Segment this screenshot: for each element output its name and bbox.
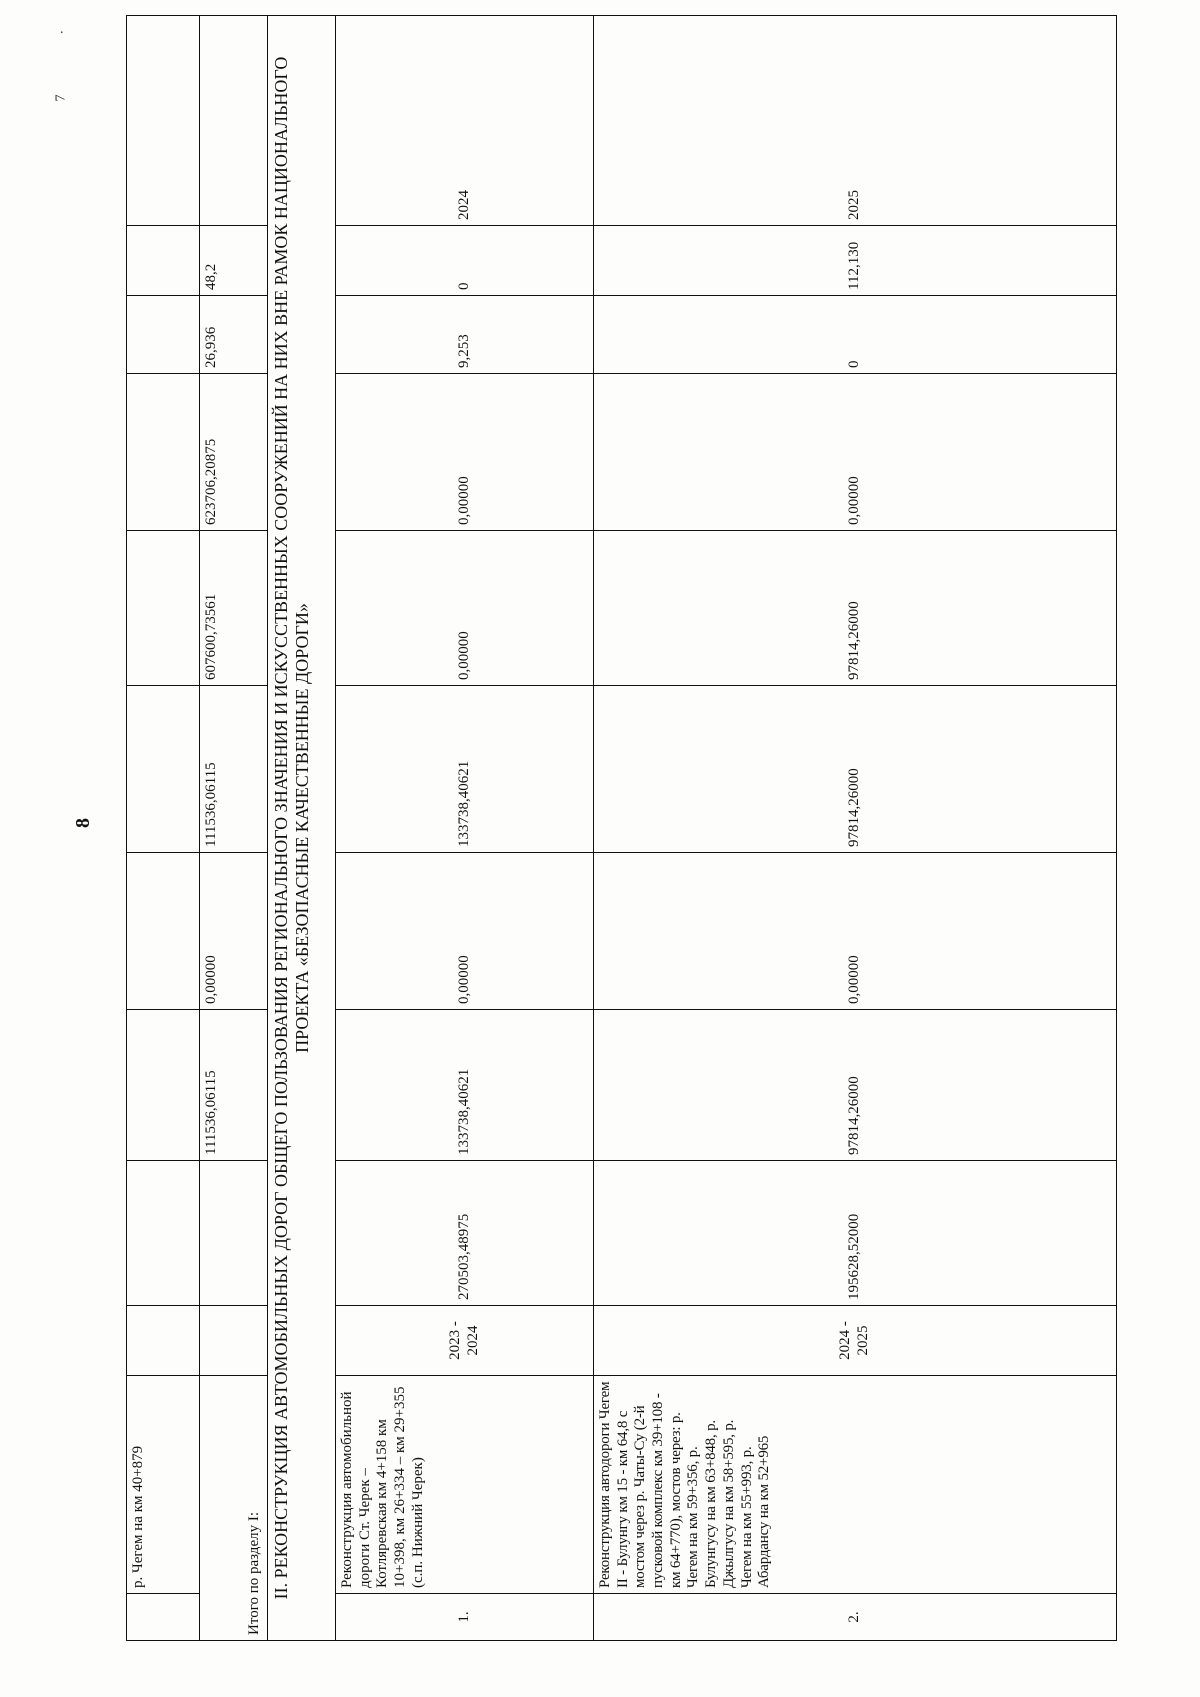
value-cell: 0,00000	[336, 374, 594, 531]
row-number: 2.	[594, 1594, 1117, 1641]
value-cell: 0,00000	[336, 853, 594, 1010]
object-name: р. Чегем на км 40+879	[127, 1376, 200, 1594]
value-cell: 112,130	[594, 226, 1117, 296]
row-number: 1.	[336, 1594, 594, 1641]
value-cell: 270503,48975	[336, 1161, 594, 1306]
value-cell	[127, 296, 200, 374]
value-cell	[127, 1161, 200, 1306]
value-cell	[127, 374, 200, 531]
value-cell: 0,00000	[594, 374, 1117, 531]
value-cell: 133738,40621	[336, 686, 594, 853]
period-cell	[127, 1306, 200, 1376]
value-cell	[127, 1010, 200, 1161]
value-cell: 97814,26000	[594, 1010, 1117, 1161]
scan-mark: 7	[53, 94, 69, 102]
value-cell: 26,936	[200, 296, 268, 374]
value-cell: 97814,26000	[594, 686, 1117, 853]
subtotal-label: Итого по разделу I:	[200, 1376, 268, 1641]
year-cell	[200, 16, 268, 226]
value-cell	[127, 853, 200, 1010]
table-row	[336, 16, 594, 1641]
object-name: Реконструкция автодороги Чегем II - Булунгу км 15 - км 64,8 с мостом через р. Чаты-Су (2-й пусковой комплекс км 39+108 - км 64+770), мостов через: р. Чегем на км 59+356, р. Булунгусу на км 63+848, р. Джылгусу на км 58+595, р. Чегем на км 55+993, р. Абардансу на км 52+965	[594, 1376, 1117, 1594]
row-number	[127, 1594, 200, 1641]
value-cell	[127, 686, 200, 853]
value-cell: 111536,06115	[200, 686, 268, 853]
period-cell: 2024 - 2025	[594, 1306, 1117, 1376]
table-row	[594, 16, 1117, 1641]
scan-mark: .	[60, 22, 64, 37]
year-cell: 2025	[594, 16, 1117, 226]
table-row	[127, 16, 200, 1641]
year-cell	[127, 16, 200, 226]
subtotal-row	[200, 16, 268, 1641]
section-header-row	[268, 16, 336, 1641]
period-cell	[200, 1306, 268, 1376]
value-cell: 195628,52000	[594, 1161, 1117, 1306]
rotated-table	[126, 16, 1116, 1641]
value-cell: 9,253	[336, 296, 594, 374]
value-cell: 0,00000	[336, 531, 594, 686]
value-cell: 0,00000	[594, 853, 1117, 1010]
value-cell: 48,2	[200, 226, 268, 296]
period-cell: 2023 - 2024	[336, 1306, 594, 1376]
value-cell: 0	[336, 226, 594, 296]
value-cell	[127, 226, 200, 296]
value-cell: 111536,06115	[200, 1010, 268, 1161]
value-cell	[127, 531, 200, 686]
year-cell: 2024	[336, 16, 594, 226]
object-name: Реконструкция автомобильной дороги Ст. Черек – Котляревская км 4+158 км 10+398, км 26+334 – км 29+355 (с.п. Нижний Черек)	[336, 1376, 594, 1594]
value-cell: 97814,26000	[594, 531, 1117, 686]
value-cell: 0	[594, 296, 1117, 374]
value-cell: 607600,73561	[200, 531, 268, 686]
value-cell: 0,00000	[200, 853, 268, 1010]
value-cell	[200, 1161, 268, 1306]
page-number: 8	[72, 818, 94, 828]
value-cell: 623706,20875	[200, 374, 268, 531]
section-title: II. РЕКОНСТРУКЦИЯ АВТОМОБИЛЬНЫХ ДОРОГ ОБЩЕГО ПОЛЬЗОВАНИЯ РЕГИОНАЛЬНОГО ЗНАЧЕНИЯ И ИСКУССТВЕННЫХ СООРУЖЕНИЙ НА НИХ ВНЕ РАМОК НАЦИОНАЛЬНОГО ПРОЕКТА «БЕЗОПАСНЫЕ КАЧЕСТВЕННЫЕ ДОРОГИ»	[268, 16, 336, 1641]
roads-reconstruction-table	[126, 15, 1117, 1641]
value-cell: 133738,40621	[336, 1010, 594, 1161]
